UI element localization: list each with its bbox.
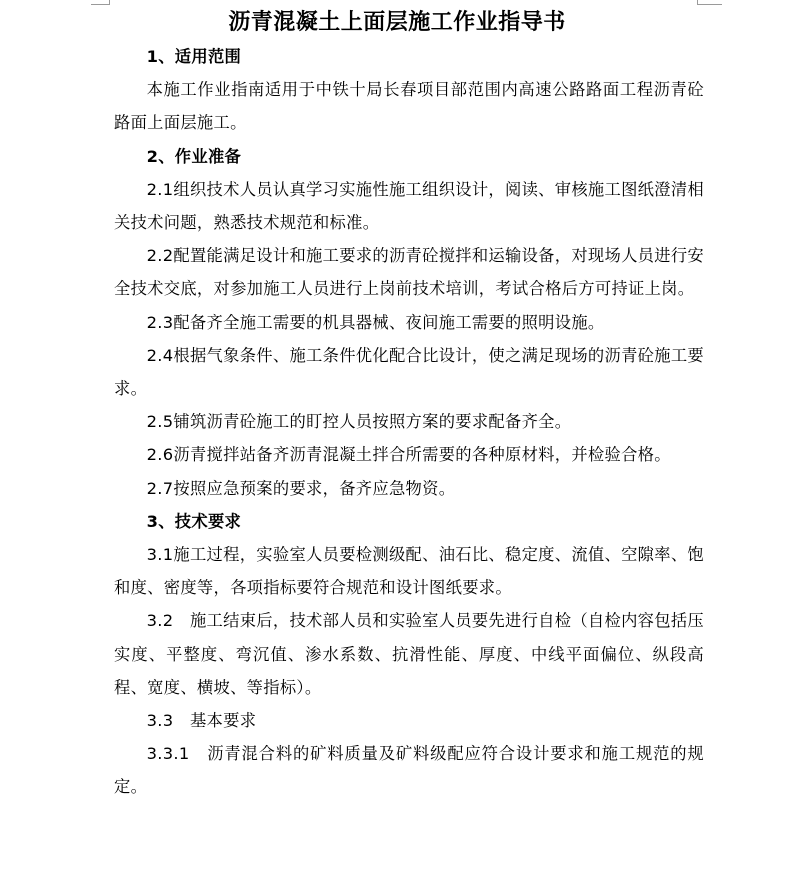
paragraph-2-4: 2.4根据气象条件、施工条件优化配合比设计，使之满足现场的沥青砼施工要求。 xyxy=(114,345,704,399)
paragraph-scope: 本施工作业指南适用于中铁十局长春项目部范围内高速公路路面工程沥青砼路面上面层施工。 xyxy=(114,80,704,133)
paragraph-3-1: 3.1施工过程，实验室人员要检测级配、油石比、稳定度、流值、空隙率、饱和度、密度等，各项指标要符合规范和设计图纸要求。 xyxy=(114,545,704,598)
section-heading-preparation: 2、作业准备 xyxy=(146,146,242,166)
section-heading-scope: 1、适用范围 xyxy=(146,47,242,66)
paragraph-3-2: 3.2 施工结束后，技术部人员和实验室人员要先进行自检（自检内容包括压实度、平整度、弯沉值、渗水系数、抗滑性能、厚度、中线平面偏位、纵段高程、宽度、横坡、等指标）。 xyxy=(114,611,704,697)
paragraph-2-5: 2.5铺筑沥青砼施工的盯控人员按照方案的要求配备齐全。 xyxy=(146,412,572,432)
paragraph-2-3: 2.3配备齐全施工需要的机具器械、夜间施工需要的照明设施。 xyxy=(146,312,605,332)
paragraph-3-3: 3.3 基本要求 xyxy=(146,711,257,731)
paragraph-2-2: 2.2配置能满足设计和施工要求的沥青砼搅拌和运输设备，对现场人员进行安全技术交底，对参加施工人员进行上岗前技术培训，考试合格后方可持证上岗。 xyxy=(114,246,704,299)
paragraph-2-1: 2.1组织技术人员认真学习实施性施工组织设计，阅读、审核施工图纸澄清相关技术问题，熟悉技术规范和标准。 xyxy=(114,179,704,233)
paragraph-2-6: 2.6沥青搅拌站备齐沥青混凝土拌合所需要的各种原材料，并检验合格。 xyxy=(146,445,671,465)
margin-corner-mark-left xyxy=(91,0,110,5)
margin-corner-mark-right xyxy=(697,0,722,5)
paragraph-3-3-1: 3.3.1 沥青混合料的矿料质量及矿料级配应符合设计要求和施工规范的规定。 xyxy=(114,744,704,797)
document-title: 沥青混凝土上面层施工作业指导书 xyxy=(228,9,566,35)
section-heading-technical: 3、技术要求 xyxy=(146,511,242,531)
document-body xyxy=(114,40,704,804)
paragraph-2-7: 2.7按照应急预案的要求，备齐应急物资。 xyxy=(146,478,456,498)
